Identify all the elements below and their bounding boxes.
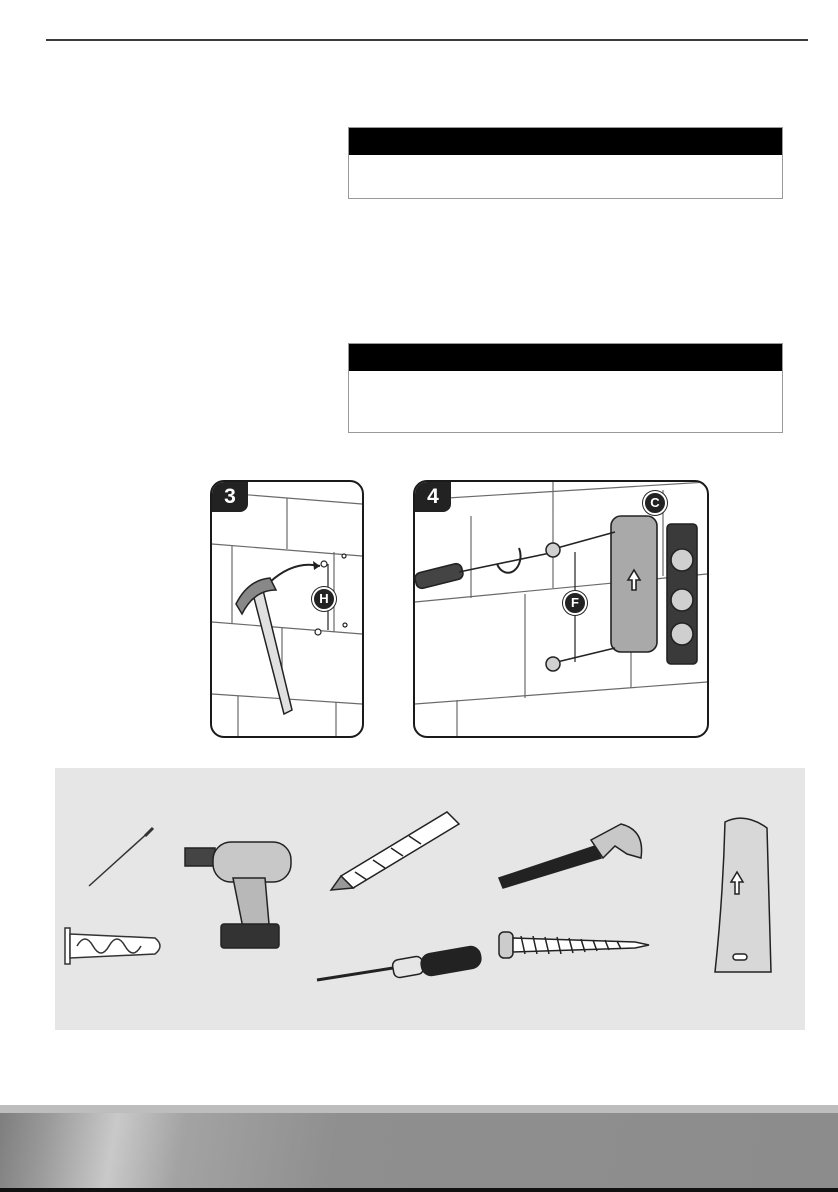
screw-icon <box>499 932 649 958</box>
masonry-drill-bit-icon <box>331 812 459 890</box>
footer-bottom-line <box>0 1188 838 1192</box>
tools-illustrations <box>55 768 805 1030</box>
caution-heading <box>349 344 782 371</box>
warning-box <box>348 127 783 199</box>
hammer-icon <box>499 824 642 888</box>
step-3-illustration <box>210 480 364 738</box>
callout-C: C <box>643 491 667 515</box>
step-number: 3 <box>212 482 248 512</box>
cordless-drill-icon <box>185 842 291 948</box>
bracket-mounting-illustration <box>415 482 707 736</box>
callout-F: F <box>563 591 587 615</box>
footer-bar <box>0 1105 838 1192</box>
wall-plug-icon <box>65 928 160 964</box>
drill-bit-icon <box>89 828 153 886</box>
top-rule <box>46 39 808 41</box>
footer-edge <box>0 1105 838 1113</box>
wall-bracket-icon <box>715 818 771 972</box>
screwdriver-icon <box>317 945 482 980</box>
caution-text <box>349 371 782 383</box>
tools-required-panel <box>55 768 805 1030</box>
tiled-wall-hammer-illustration <box>212 482 362 736</box>
step-4-illustration <box>413 480 709 738</box>
step-number: 4 <box>415 482 451 512</box>
callout-H: H <box>312 587 336 611</box>
caution-box <box>348 343 783 433</box>
warning-text <box>349 155 782 167</box>
warning-heading <box>349 128 782 155</box>
